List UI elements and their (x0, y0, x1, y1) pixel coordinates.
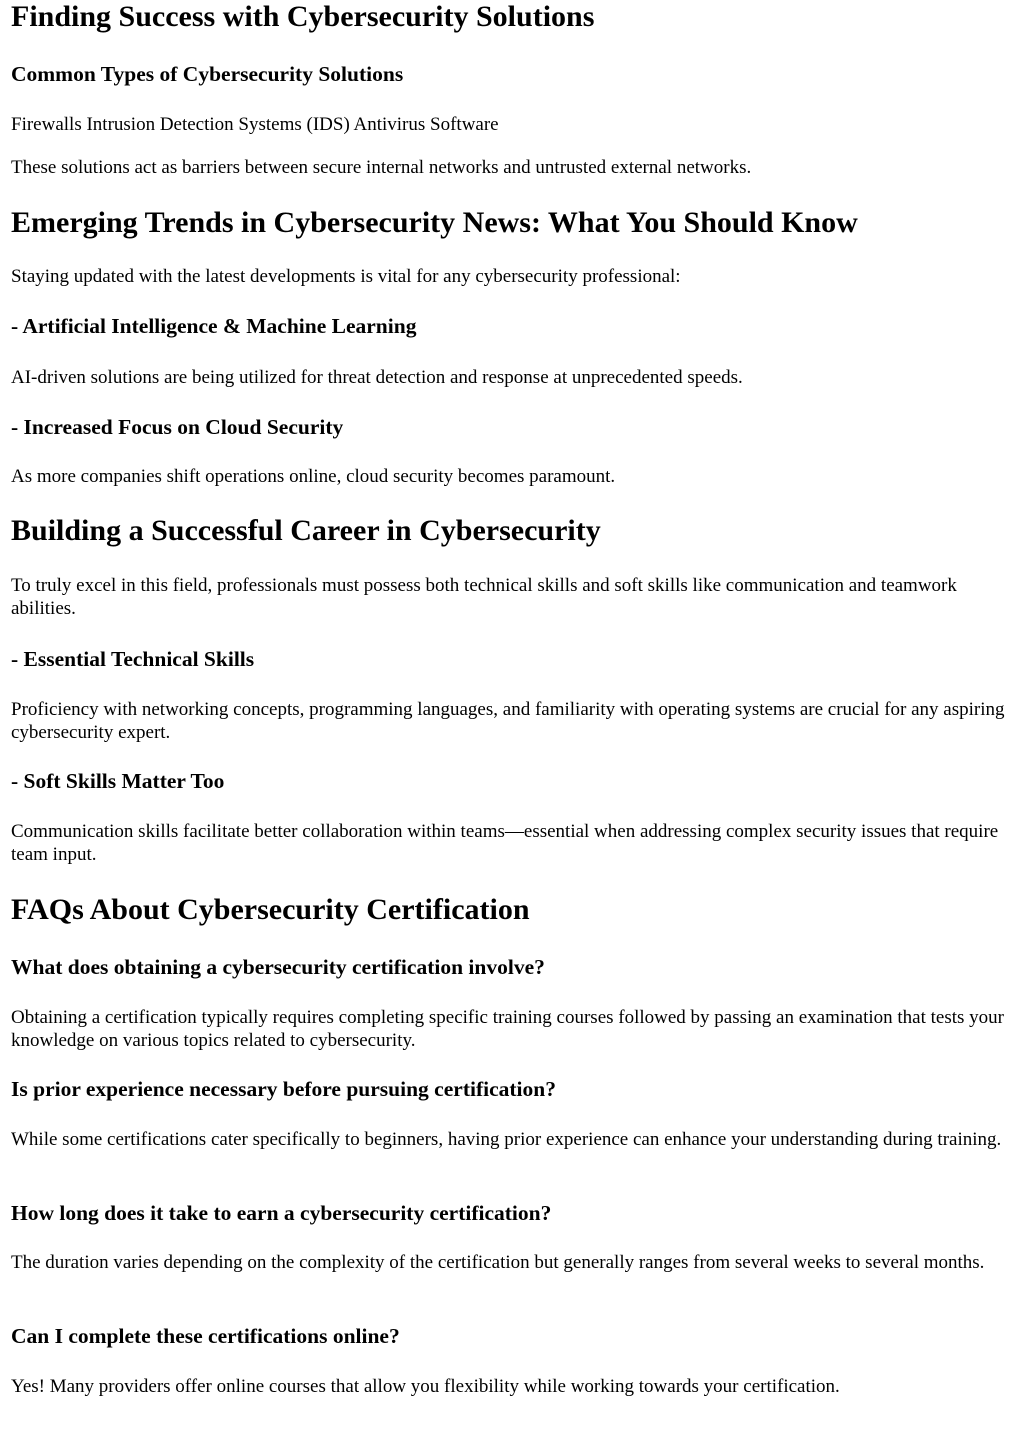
section-types-paragraph: These solutions act as barriers between secure internal networks and untrusted external networks. (11, 157, 752, 178)
faq-question: How long does it take to earn a cybersecurity certification? (11, 1201, 552, 1225)
section-career-intro: To truly excel in this field, professionals must possess both technical skills and soft skills like communication and teamwork abilities. (11, 575, 957, 619)
faq-question: What does obtaining a cybersecurity certification involve? (11, 955, 545, 979)
trend-item-heading: - Increased Focus on Cloud Security (11, 415, 344, 439)
career-item-heading: - Soft Skills Matter Too (11, 769, 225, 793)
section-types-list: Firewalls Intrusion Detection Systems (IDS) Antivirus Software (11, 114, 499, 135)
career-item-heading: - Essential Technical Skills (11, 647, 255, 671)
trend-item-text: As more companies shift operations online, cloud security becomes paramount. (11, 466, 616, 487)
career-item-text: Proficiency with networking concepts, programming languages, and familiarity with operating systems are crucial for any aspiring cybersecurity expert. (11, 699, 1005, 743)
faq-answer: Obtaining a certification typically requires completing specific training courses followed by passing an examination that tests your knowledge on various topics related to cybersecurity. (11, 1007, 1005, 1051)
career-item-text: Communication skills facilitate better collaboration within teams—essential when addressing complex security issues that require team input. (11, 821, 999, 865)
section-career-heading: Building a Successful Career in Cybersecurity (11, 514, 601, 547)
trend-item-heading: - Artificial Intelligence & Machine Learning (11, 314, 417, 338)
section-faqs-heading: FAQs About Cybersecurity Certification (11, 893, 530, 926)
section-types-heading: Common Types of Cybersecurity Solutions (11, 62, 404, 86)
faq-answer: The duration varies depending on the complexity of the certification but generally ranges from several weeks to several months. (11, 1252, 985, 1273)
section-trends-heading: Emerging Trends in Cybersecurity News: What You Should Know (11, 206, 858, 239)
faq-answer: Yes! Many providers offer online courses that allow you flexibility while working towards your certification. (11, 1376, 840, 1397)
trend-item-text: AI-driven solutions are being utilized for threat detection and response at unprecedented speeds. (11, 367, 743, 388)
section-trends-intro: Staying updated with the latest developments is vital for any cybersecurity professional: (11, 266, 681, 287)
faq-answer: While some certifications cater specifically to beginners, having prior experience can enhance your understanding during training. (11, 1129, 1002, 1150)
faq-question: Can I complete these certifications online? (11, 1324, 400, 1348)
page-title: Finding Success with Cybersecurity Solutions (11, 0, 595, 33)
faq-question: Is prior experience necessary before pursuing certification? (11, 1077, 556, 1101)
